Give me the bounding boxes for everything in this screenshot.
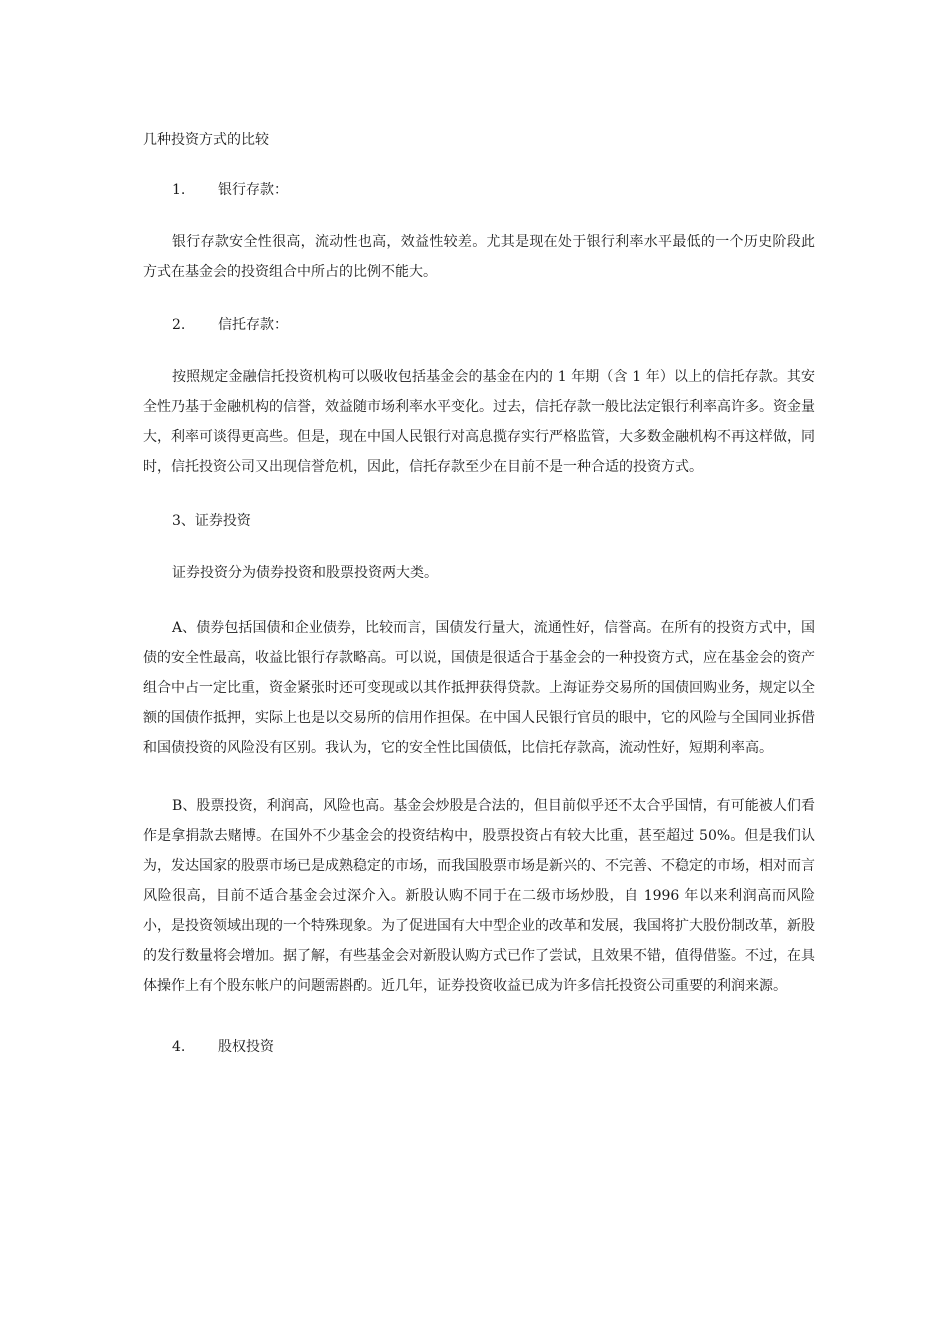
paragraph-stocks: B、股票投资，利润高，风险也高。基金会炒股是合法的，但目前似乎还不太合乎国情，有可能被人们看作是拿捐款去赌博。在国外不少基金会的投资结构中，股票投资占有较大比重，甚至超过 50%。但是我们认为，发达国家的股票市场已是成熟稳定的市场，而我国股票市场是新兴的、不完善、不稳定的市场，相对而言风险很高，目前不适合基金会过深介入。新股认购不同于在二级市场炒股，自 1996 年以来利润高而风险小，是投资领域出现的一个特殊现象。为了促进国有大中型企业的改革和发展，我国将扩大股份制改革，新股的发行数量将会增加。据了解，有些基金会对新股认购方式已作了尝试，且效果不错，值得借鉴。不过，在具体操作上有个股东帐户的问题需斟酌。近几年，证券投资收益已成为许多信托投资公司重要的利润来源。 xyxy=(143,798,815,994)
paragraph-securities-intro: 证券投资分为债券投资和股票投资两大类。 xyxy=(172,565,438,581)
section-heading-text: 股权投资 xyxy=(218,1039,274,1055)
section-heading-text: 银行存款： xyxy=(218,182,288,198)
section-heading-2 xyxy=(172,316,288,334)
paragraph-bonds: A、债券包括国债和企业债券，比较而言，国债发行量大，流通性好，信誉高。在所有的投资方式中，国债的安全性最高，收益比银行存款略高。可以说，国债是很适合于基金会的一种投资方式，应在基金会的资产组合中占一定比重，资金紧张时还可变现或以其作抵押获得贷款。上海证券交易所的国债回购业务，规定以全额的国债作抵押，实际上也是以交易所的信用作担保。在中国人民银行官员的眼中，它的风险与全国同业拆借和国债投资的风险没有区别。我认为，它的安全性比国债低，比信托存款高，流动性好，短期利率高。 xyxy=(143,620,815,756)
section-heading-4 xyxy=(172,1038,274,1056)
document-title: 几种投资方式的比较 xyxy=(143,132,269,148)
section-heading-text: 信托存款： xyxy=(218,317,288,333)
paragraph-bank-deposit: 银行存款安全性很高，流动性也高，效益性较差。尤其是现在处于银行利率水平最低的一个历史阶段此方式在基金会的投资组合中所占的比例不能大。 xyxy=(143,234,815,280)
section-number: 1. xyxy=(172,182,186,198)
section-number: 2. xyxy=(172,317,186,333)
section-heading-3: 3、证券投资 xyxy=(172,513,251,529)
section-heading-1 xyxy=(172,181,288,199)
section-number: 4. xyxy=(172,1039,186,1055)
paragraph-trust-deposit: 按照规定金融信托投资机构可以吸收包括基金会的基金在内的 1 年期（含 1 年）以上的信托存款。其安全性乃基于金融机构的信誉，效益随市场利率水平变化。过去，信托存款一般比法定银行利率高许多。资金量大，利率可谈得更高些。但是，现在中国人民银行对高息揽存实行严格监管，大多数金融机构不再这样做，同时，信托投资公司又出现信誉危机，因此，信托存款至少在目前不是一种合适的投资方式。 xyxy=(143,369,815,475)
